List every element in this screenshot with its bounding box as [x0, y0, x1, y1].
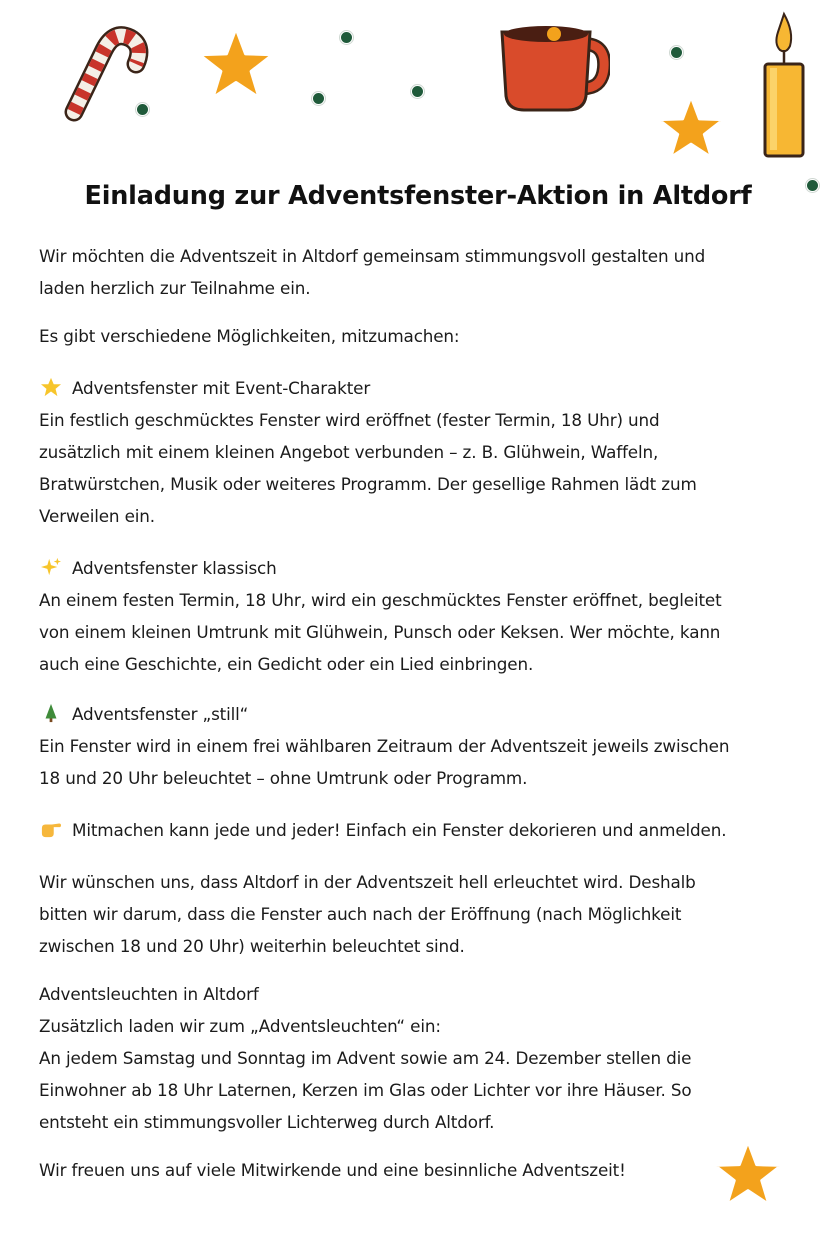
tree-emoji-icon: [39, 703, 63, 723]
section-heading: Adventsleuchten in Altdorf: [39, 984, 259, 1004]
decoration-dot: [340, 31, 353, 44]
candle-icon: [760, 10, 810, 160]
section-heading: Adventsfenster „still“: [39, 698, 829, 730]
section-heading: Adventsfenster mit Event-Charakter: [39, 372, 829, 404]
closing-line: Wir freuen uns auf viele Mitwirkende und eine besinnliche Adventszeit!: [39, 1160, 626, 1180]
decoration-dot: [411, 85, 424, 98]
decoration-dot: [670, 46, 683, 59]
intro-paragraph: Wir möchten die Adventszeit in Altdorf gemeinsam stimmungsvoll gestalten und laden herzlich zur Teilnahme ein.: [39, 246, 706, 298]
section-still: Adventsfenster „still“ Ein Fenster wird in einem frei wählbaren Zeitraum der Adventszeit jeweils zwischen 18 und 20 Uhr beleuchtet – ohne Umtrunk oder Programm.: [39, 698, 829, 794]
star-emoji-icon: [39, 377, 63, 397]
section-classic: Adventsfenster klassisch An einem festen Termin, 18 Uhr, wird ein geschmücktes Fenster eröffnet, begleitet von einem kleinen Umtrunk mit Glühwein, Punsch oder Keksen. Wer möchte, kann auch eine Geschichte, ein Gedicht oder ein Lied einbringen.: [39, 552, 829, 680]
wish-paragraph: Wir wünschen uns, dass Altdorf in der Adventszeit hell erleuchtet wird. Deshalb bitten wir darum, dass die Fenster auch nach der Eröffnung (nach Möglichkeit zwischen 18 und 20 Uhr) weiterhin beleuchtet sind.: [39, 872, 696, 956]
mug-icon: [494, 14, 610, 114]
callout: Mitmachen kann jede und jeder! Einfach ein Fenster dekorieren und anmelden.: [39, 814, 829, 846]
leuchten-section: Adventsleuchten in Altdorf Zusätzlich laden wir zum „Adventsleuchten“ ein: An jedem Samstag und Sonntag im Advent sowie am 24. Dezember stellen die Einwohner ab 18 Uhr Laternen, Kerzen im Glas oder Lichter vor ihre Häuser. So entsteht ein stimmungsvoller Lichterweg durch Altdorf.: [39, 978, 829, 1138]
sparkles-emoji-icon: [39, 557, 63, 577]
page-title: Einladung zur Adventsfenster-Aktion in Altdorf: [84, 181, 752, 211]
star-icon: [194, 25, 278, 101]
section-event: Adventsfenster mit Event-Charakter Ein festlich geschmücktes Fenster wird eröffnet (fester Termin, 18 Uhr) und zusätzlich mit einem kleinen Angebot verbunden – z. B. Glühwein, Waffeln, Bratwürstchen, Musik oder weiteres Programm. Der gesellige Rahmen lädt zum Verweilen ein.: [39, 372, 829, 532]
decoration-dot: [312, 92, 325, 105]
options-intro: Es gibt verschiedene Möglichkeiten, mitzumachen:: [39, 326, 460, 346]
pointing-hand-emoji-icon: [39, 819, 63, 839]
star-icon: [656, 94, 726, 160]
decoration-dot: [136, 103, 149, 116]
section-heading: Adventsfenster klassisch: [39, 552, 829, 584]
